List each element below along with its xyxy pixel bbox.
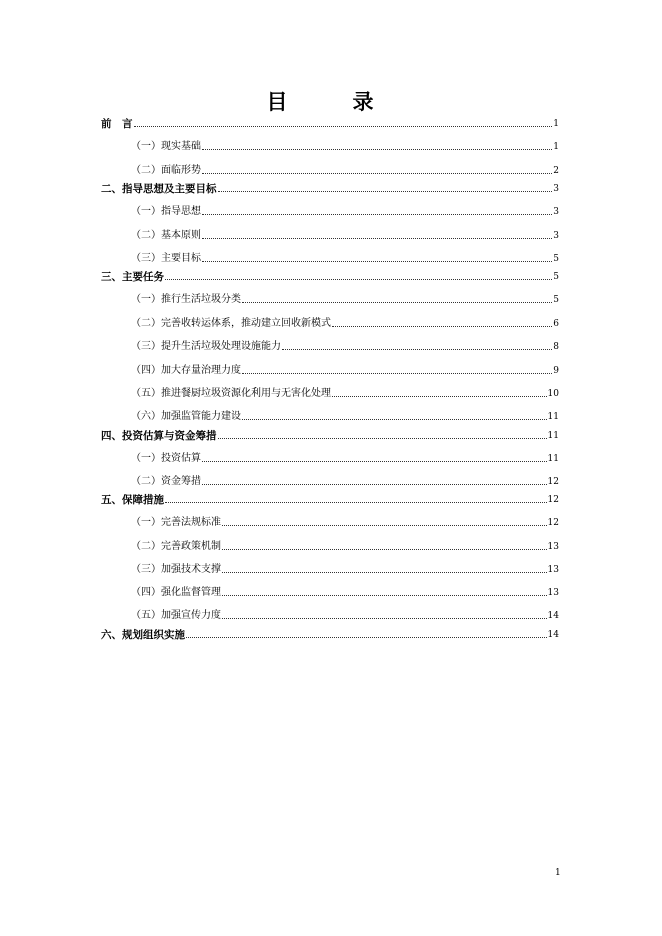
toc-entry-page-number: 6 [553,319,559,329]
toc-leader-dots [134,126,553,127]
toc-entry-label: （四）加大存量治理力度 [131,365,241,376]
toc-entry[interactable] [131,249,559,265]
toc-title: 目 录 [266,89,396,114]
toc-entry-label: 四、投资估算与资金筹措 [101,430,217,442]
toc-entry[interactable] [131,361,559,377]
toc-entry-page-number: 3 [553,207,559,217]
toc-entry-label: （三）提升生活垃圾处理设施能力 [131,341,281,352]
toc-entry-label: （一）推行生活垃圾分类 [131,294,241,305]
toc-leader-dots [186,637,547,638]
toc-entry[interactable] [101,179,559,195]
toc-entry-page-number: 12 [547,477,559,487]
toc-leader-dots [332,326,552,327]
toc-entry-label: （二）完善政策机制 [131,541,221,552]
toc-entry[interactable] [131,290,559,306]
toc-entry[interactable] [101,625,559,641]
toc-leader-dots [202,238,552,239]
toc-entry-label: （六）加强监管能力建设 [131,411,241,422]
toc-entry-label: （三）加强技术支撑 [131,564,221,575]
toc-entry-label: 二、指导思想及主要目标 [101,183,217,195]
toc-entry[interactable] [131,161,559,177]
toc-entry-page-number: 2 [553,166,559,176]
toc-entry-page-number: 13 [547,542,559,552]
toc-entry-page-number: 3 [553,184,559,194]
toc-leader-dots [202,173,552,174]
toc-leader-dots [242,373,552,374]
toc-entry-page-number: 5 [553,295,559,305]
toc-entry[interactable] [101,267,559,283]
toc-leader-dots [222,595,547,596]
toc-entry-page-number: 8 [553,342,559,352]
toc-entry-label: （五）推进餐厨垃圾资源化利用与无害化处理 [131,388,331,399]
toc-entry[interactable] [101,426,559,442]
toc-entry-page-number: 13 [547,565,559,575]
toc-entry[interactable] [131,513,559,529]
toc-entry[interactable] [131,472,559,488]
toc-leader-dots [202,261,552,262]
toc-entry-page-number: 1 [553,142,559,152]
toc-entry-page-number: 12 [547,495,559,505]
toc-entry-page-number: 5 [553,272,559,282]
toc-entry[interactable] [131,337,559,353]
toc-entry-page-number: 11 [547,412,559,422]
toc-leader-dots [202,461,547,462]
toc-entry-page-number: 1 [553,119,559,129]
toc-leader-dots [202,214,552,215]
toc-entry[interactable] [131,560,559,576]
toc-entry-label: （二）资金筹措 [131,476,201,487]
toc-entry-page-number: 14 [547,630,559,640]
toc-entry-page-number: 10 [547,389,559,399]
toc-entry[interactable] [131,606,559,622]
toc-entry-label: （一）指导思想 [131,206,201,217]
toc-entry[interactable] [131,407,559,423]
toc-leader-dots [242,419,547,420]
toc-leader-dots [202,484,547,485]
toc-leader-dots [222,549,547,550]
toc-entry-label: （五）加强宣传力度 [131,610,221,621]
toc-leader-dots [332,396,547,397]
toc-entry[interactable] [101,114,559,130]
toc-entry[interactable] [131,314,559,330]
toc-leader-dots [222,572,547,573]
toc-leader-dots [222,618,547,619]
toc-leader-dots [222,525,547,526]
toc-entry-label: 六、规划组织实施 [101,629,185,641]
toc-leader-dots [165,279,552,280]
toc-entry-label: （三）主要目标 [131,253,201,264]
toc-entry-page-number: 14 [547,611,559,621]
toc-leader-dots [218,191,553,192]
toc-entry-label: （一）现实基础 [131,141,201,152]
toc-entry-page-number: 13 [547,588,559,598]
toc-entry-label: （一）投资估算 [131,453,201,464]
toc-entry[interactable] [131,583,559,599]
toc-entry[interactable] [101,490,559,506]
toc-leader-dots [282,349,552,350]
toc-entry-page-number: 11 [547,454,559,464]
toc-leader-dots [218,438,547,439]
toc-entry[interactable] [131,137,559,153]
toc-entry-label: （一）完善法规标准 [131,517,221,528]
toc-entry-label: （四）强化监督管理 [131,587,221,598]
toc-leader-dots [242,302,552,303]
toc-entry-label: 三、主要任务 [101,271,164,283]
toc-entry[interactable] [131,449,559,465]
toc-entry-label: 前 言 [101,118,133,130]
toc-leader-dots [165,502,547,503]
toc-entry-page-number: 11 [547,431,559,441]
toc-entry[interactable] [131,537,559,553]
toc-entry-page-number: 12 [547,518,559,528]
toc-entry-page-number: 5 [553,254,559,264]
toc-entry-label: 五、保障措施 [101,494,164,506]
toc-entry-page-number: 3 [553,231,559,241]
toc-entry-label: （二）完善收转运体系，推动建立回收新模式 [131,318,331,329]
toc-entry-page-number: 9 [553,366,559,376]
toc-entry[interactable] [131,384,559,400]
page-number: 1 [555,868,561,878]
toc-entry-label: （二）基本原则 [131,230,201,241]
toc-entry-label: （二）面临形势 [131,165,201,176]
toc-entry[interactable] [131,202,559,218]
toc-entry[interactable] [131,226,559,242]
toc-leader-dots [202,149,552,150]
